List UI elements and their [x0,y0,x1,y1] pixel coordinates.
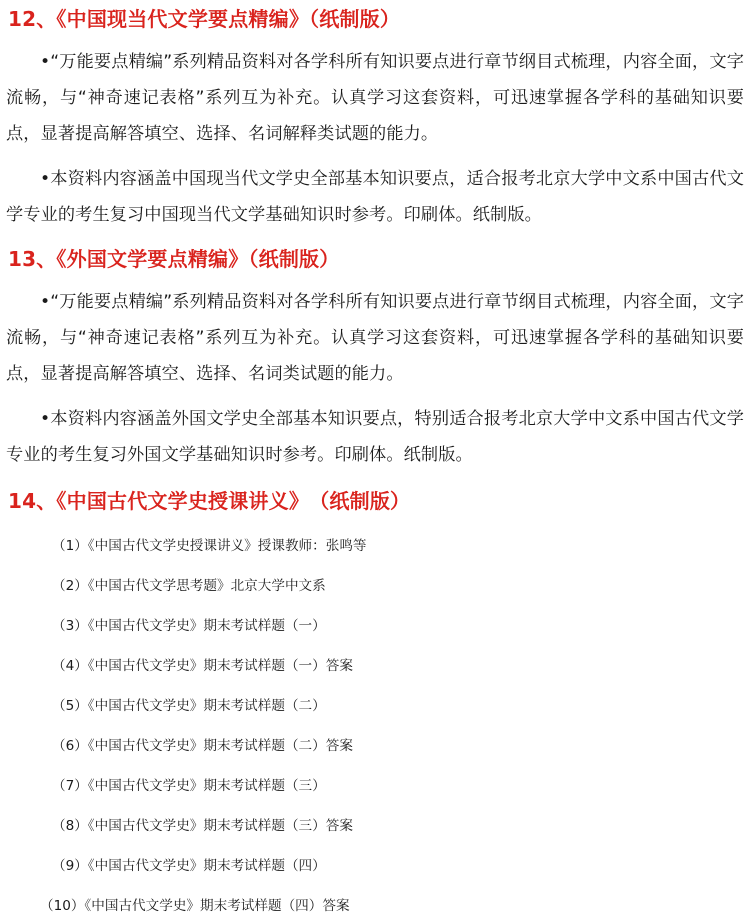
section-heading-13: 13、《外国文学要点精编》（纸制版） [8,247,340,271]
list-item: （5）《中国古代文学史》期末考试样题（二） [52,698,326,714]
section-heading-14: 14、《中国古代文学史授课讲义》 （纸制版） [8,489,411,513]
list-item: （3）《中国古代文学史》期末考试样题（一） [52,618,326,634]
list-item: （10）《中国古代文学史》期末考试样题（四）答案 [40,898,350,914]
list-item: （7）《中国古代文学史》期末考试样题（三） [52,778,326,794]
section-13-paragraph-1: •“万能要点精编”系列精品资料对各学科所有知识要点进行章节纲目式梳理，内容全面，文字流畅，与“神奇速记表格”系列互为补充。认真学习这套资料，可迅速掌握各学科的基础知识要点，显著提高解答填空、选择、名词类试题的能力。 [6,292,744,384]
section-12-paragraph-2: •本资料内容涵盖中国现当代文学史全部基本知识要点，适合报考北京大学中文系中国古代文学专业的考生复习中国现当代文学基础知识时参考。印刷体。纸制版。 [6,169,744,225]
list-item: （6）《中国古代文学史》期末考试样题（二）答案 [52,738,353,754]
list-item: （2）《中国古代文学思考题》北京大学中文系 [52,578,326,594]
section-13-paragraph-2: •本资料内容涵盖外国文学史全部基本知识要点，特别适合报考北京大学中文系中国古代文学专业的考生复习外国文学基础知识时参考。印刷体。纸制版。 [6,409,744,465]
list-item: （1）《中国古代文学史授课讲义》授课教师：张鸣等 [52,538,367,554]
list-item: （9）《中国古代文学史》期末考试样题（四） [52,858,326,874]
section-heading-12: 12、《中国现当代文学要点精编》（纸制版） [8,7,401,31]
section-12-paragraph-1: •“万能要点精编”系列精品资料对各学科所有知识要点进行章节纲目式梳理，内容全面，文字流畅，与“神奇速记表格”系列互为补充。认真学习这套资料，可迅速掌握各学科的基础知识要点，显著提高解答填空、选择、名词解释类试题的能力。 [6,52,744,144]
list-item: （4）《中国古代文学史》期末考试样题（一）答案 [52,658,353,674]
list-item: （8）《中国古代文学史》期末考试样题（三）答案 [52,818,353,834]
